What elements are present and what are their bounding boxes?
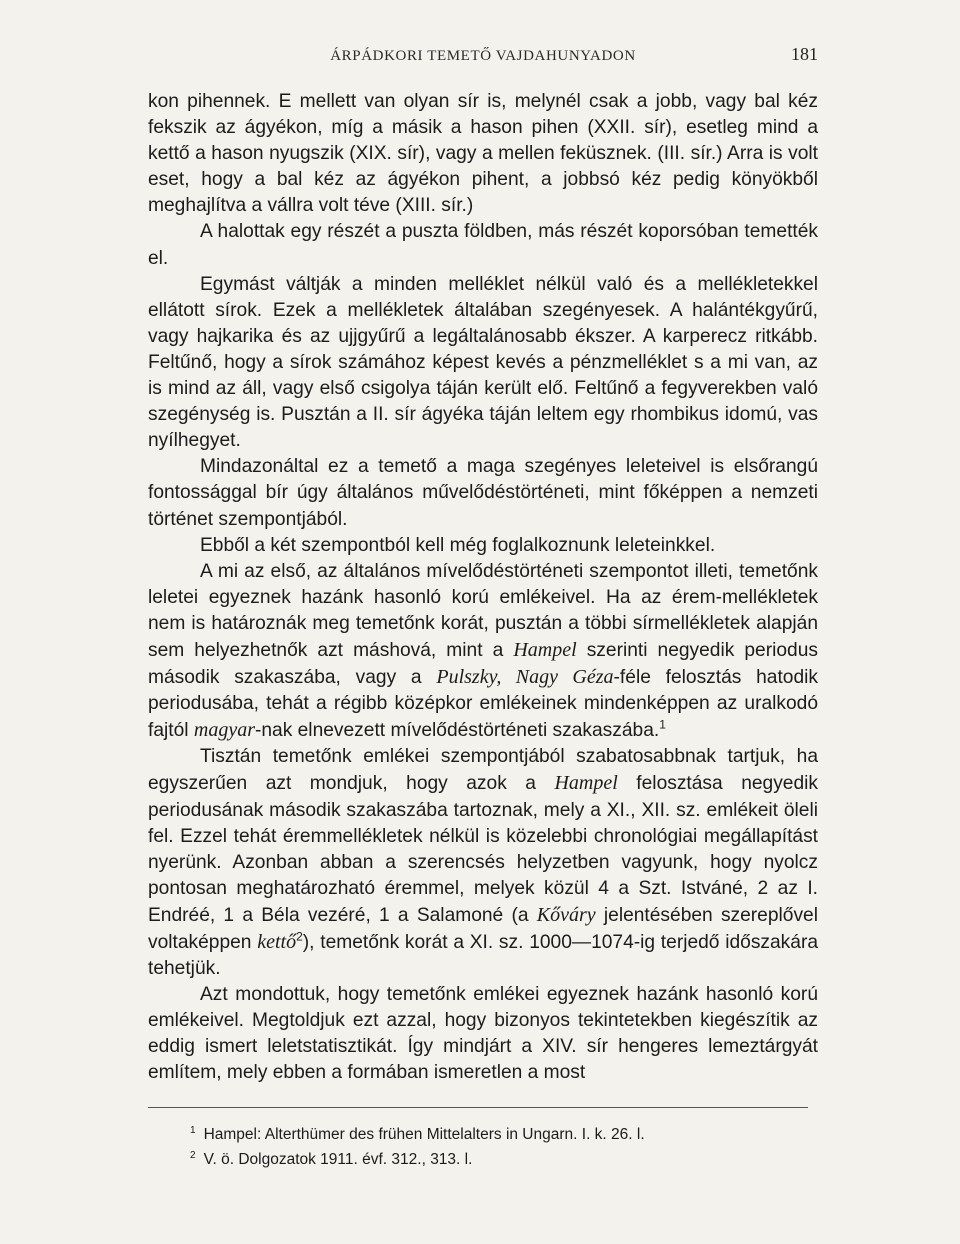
main-text	[148, 89, 818, 1087]
footnote-2-mark: 2	[190, 1150, 196, 1162]
term-magyar: magyar	[193, 719, 255, 742]
footnote-ref-2[interactable]: 2	[296, 929, 303, 944]
paragraph-1b-text: A halottak egy részét a puszta földben, más részét koporsóban temették el.	[148, 221, 818, 269]
paragraph-4: Ebből a két szempontból kell még foglalkoznunk leleteinkkel.	[200, 534, 716, 556]
paragraph-5-text-2: szerinti negyedik periodus második szakaszába, vagy a	[148, 639, 818, 689]
paragraph-6-text-2: felosztása negyedik periodusának második szakaszába tartoznak, mely a XI., XII. sz. emlékeit öleli fel. Ezzel tehát éremmellékletek nélkül is közelebbi chronológiai megállapítást nyerünk. Azonban abban a szerencsés helyzetben vagyunk, hogy nyolcz pontosan meghatározható éremmel, melyek közül 4 a Szt. Istváné, 2 az I. Endréé, 1 a Béla vezéré, 1 a Salamoné (a	[148, 773, 818, 926]
footnotes	[190, 1120, 810, 1170]
paragraph-3: Mindazonáltal ez a temető a maga szegényes leleteivel is elsőrangú fontossággal bír úgy általános művelődéstörténeti, mint főképpen a nemzeti történet szempontjából.	[148, 456, 818, 530]
author-name-pulszky-nagy: Pulszky, Nagy Géza	[436, 666, 614, 689]
paragraph-6-text-3: jelentésében szereplővel voltaképpen	[148, 904, 818, 953]
footnote-ref-1[interactable]: 1	[659, 717, 666, 732]
footnote-2-text: V. ö. Dolgozatok 1911. évf. 312., 313. l.	[203, 1151, 473, 1169]
footnote-2	[190, 1145, 810, 1170]
paragraph-7: Azt mondottuk, hogy temetőnk emlékei egyeznek hazánk hasonló korú emlékeivel. Megtoldjuk ezt azzal, hogy bizonyos tekintetekben kiegészítik az eddig ismert leletstatisztikát. Így mindjárt a XIV. sír hengeres lemeztárgyát említem, mely ebben a formában ismeretlen a most	[148, 984, 818, 1084]
paragraph-6	[148, 744, 818, 982]
author-name-hampel: Hampel	[513, 638, 577, 661]
paragraph-2: Egymást váltják a minden melléklet nélkül való és a mellékletekkel ellátott sírok. Ezek a mellékletek általában szegényesek. A halántékgyűrű, vagy hajkarika és az ujjgyűrű a legáltalánosabb ékszer. A karperecz ritkább. Feltűnő, hogy a sírok számához képest kevés a pénzmelléklet s a mi van, az is mind az áll, vagy első csigolya táján került elő. Feltűnő a fegyverekben való szegénység is. Pusztán a II. sír ágyéka táján leltem egy rhombikus idomú, vas nyílhegyet.	[148, 273, 818, 452]
paragraph-1b	[148, 219, 818, 271]
paragraph-1	[148, 89, 818, 219]
paragraph-6-text-1: Tisztán temetőnk emlékei szempontjából szabatosabbnak tartjuk, ha egyszerűen azt mondjuk, hogy azok a	[148, 746, 818, 795]
paragraph-5	[148, 559, 818, 745]
author-name-kovary: Kőváry	[536, 903, 596, 926]
paragraph-5-text-3: -féle felosztás hatodik periodusába, tehát a régibb középkor emlékeinek mindenképpen az uralkodó fajtól	[148, 667, 818, 742]
footnote-divider	[148, 1107, 808, 1108]
paragraph-6-text-4: ), temetőnk korát a XI. sz. 1000—1074-ig terjedő időszakára tehetjük.	[148, 932, 819, 980]
author-name-hampel-2: Hampel	[554, 772, 618, 795]
page-header	[148, 44, 818, 68]
page-number: 181	[791, 44, 818, 64]
paragraph-5-text-4: -nak elnevezett mívelődéstörténeti szakaszába.	[254, 720, 660, 742]
footnote-1-mark: 1	[190, 1125, 196, 1136]
running-title: ÁRPÁDKORI TEMETŐ VAJDAHUNYADON	[330, 48, 636, 64]
paragraph-5-text-1: A mi az első, az általános mívelődéstörténeti szempontot illeti, temetőnk leletei egyeznek hazánk hasonló korú emlékeivel. Ha az érem-mellékletek nem is határoznák meg temetőnk korát, pusztán a többi sírmellékletek alapján sem helyezhetnők azt máshová, mint a	[148, 560, 818, 661]
footnote-1	[190, 1120, 810, 1145]
footnote-1-text: Hampel: Alterthümer des frühen Mittelalters in Ungarn. I. k. 26. l.	[203, 1126, 645, 1144]
paragraph-1-text: kon pihennek. E mellett van olyan sír is, melynél csak a jobb, vagy bal kéz fekszik az ágyékon, míg a másik a hason pihen (XXII. sír), esetleg mind a kettő a hason nyugszik (XIX. sír), vagy a mellen feküsznek. (III. sír.) Arra is volt eset, hogy a bal kéz az ágyékon pihent, a jobbsó kéz pedig könyökből meghajlítva a vállra volt téve (XIII. sír.)	[148, 91, 818, 217]
term-ketto: kettő	[257, 931, 297, 953]
